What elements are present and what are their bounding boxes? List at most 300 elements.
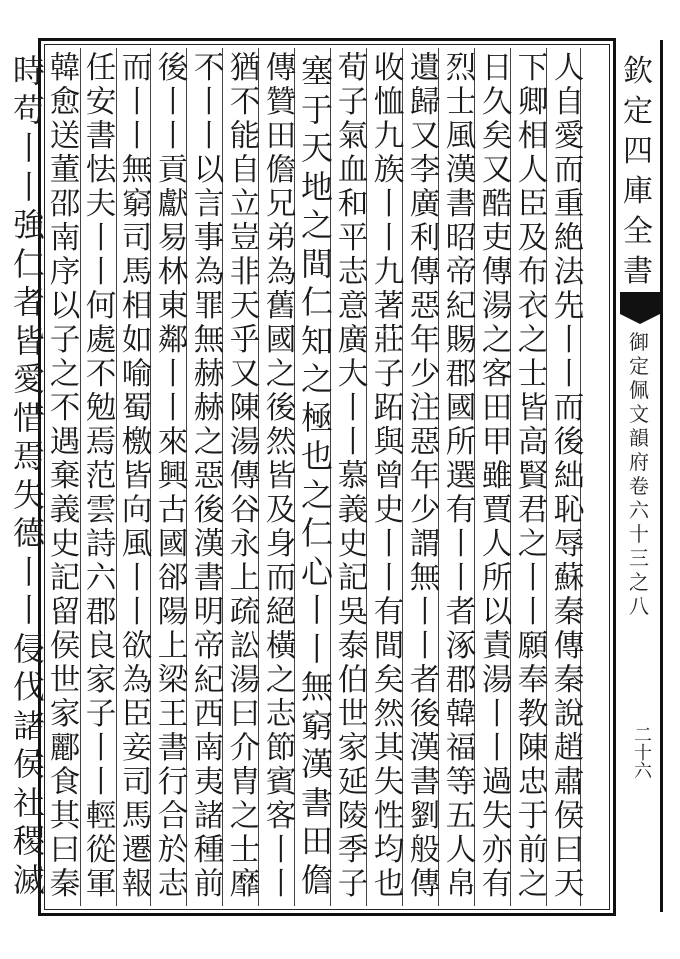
page-edge bbox=[660, 40, 663, 912]
text-char: 涿 bbox=[445, 629, 477, 664]
text-char: 檄 bbox=[121, 425, 153, 460]
text-char: 般 bbox=[409, 833, 441, 868]
repeat-mark: 丨 bbox=[157, 391, 189, 426]
text-char: 愛 bbox=[553, 119, 585, 154]
text-char: 又 bbox=[481, 153, 513, 188]
text-char: 其 bbox=[373, 731, 405, 766]
text-char: 平 bbox=[337, 221, 369, 256]
text-char: 漢 bbox=[445, 153, 477, 188]
text-char: 任 bbox=[85, 51, 117, 86]
text-char: 何 bbox=[85, 289, 117, 324]
text-char: 弟 bbox=[265, 221, 297, 256]
text-char: 天 bbox=[553, 867, 585, 902]
volume-heading bbox=[622, 330, 656, 618]
text-char: 以 bbox=[481, 595, 513, 630]
text-char: 傳 bbox=[481, 255, 513, 290]
text-char: 南 bbox=[193, 731, 225, 766]
repeat-mark: 丨 bbox=[409, 629, 441, 664]
text-char: 志 bbox=[337, 255, 369, 290]
text-char: 意 bbox=[337, 289, 369, 324]
text-char: 之 bbox=[481, 323, 513, 358]
text-char: 前 bbox=[517, 833, 549, 868]
text-char: 為 bbox=[193, 255, 225, 290]
text-char: 子 bbox=[373, 357, 405, 392]
text-char: 而 bbox=[553, 153, 585, 188]
text-char: 于 bbox=[517, 799, 549, 834]
text-char: 書 bbox=[193, 561, 225, 596]
text-char: 間 bbox=[373, 629, 405, 664]
text-char: 窮 bbox=[121, 187, 153, 222]
text-char: 奉 bbox=[517, 663, 549, 698]
text-char: 之 bbox=[265, 663, 297, 698]
text-char: 矣 bbox=[373, 663, 405, 698]
text-char: 言 bbox=[193, 187, 225, 222]
repeat-mark: 丨 bbox=[373, 221, 405, 256]
text-char: 蘇 bbox=[553, 561, 585, 596]
text-char: 李 bbox=[409, 153, 441, 188]
text-char: 九 bbox=[373, 119, 405, 154]
text-char: 古 bbox=[157, 493, 189, 528]
text-char: 帝 bbox=[193, 629, 225, 664]
text-char: 行 bbox=[157, 765, 189, 800]
text-char: 賜 bbox=[445, 323, 477, 358]
text-char: 氣 bbox=[337, 119, 369, 154]
text-char: 于 bbox=[300, 90, 333, 129]
text-char: 有 bbox=[373, 595, 405, 630]
repeat-mark: 丨 bbox=[193, 85, 225, 120]
text-char: 身 bbox=[265, 527, 297, 562]
text-char: 序 bbox=[49, 255, 81, 290]
text-char: 失 bbox=[373, 765, 405, 800]
text-char: 年 bbox=[409, 459, 441, 494]
text-char: 棄 bbox=[49, 459, 81, 494]
text-char: 良 bbox=[85, 629, 117, 664]
volume-char: 佩 bbox=[629, 378, 649, 402]
volume-char: 御 bbox=[629, 330, 649, 354]
title-char: 全 bbox=[623, 214, 653, 249]
text-char: 德 bbox=[12, 514, 45, 552]
text-char: 其 bbox=[49, 799, 81, 834]
text-char: 易 bbox=[157, 221, 189, 256]
repeat-mark: 丨 bbox=[373, 187, 405, 222]
text-char: 者 bbox=[409, 663, 441, 698]
text-char: 西 bbox=[193, 697, 225, 732]
text-char: 湯 bbox=[229, 425, 261, 460]
text-char: 食 bbox=[49, 765, 81, 800]
text-char: 廣 bbox=[409, 187, 441, 222]
text-char: 侯 bbox=[49, 629, 81, 664]
text-char: 無 bbox=[121, 153, 153, 188]
text-char: 跖 bbox=[373, 391, 405, 426]
repeat-mark: 丨 bbox=[121, 85, 153, 120]
text-column bbox=[226, 52, 264, 902]
text-char: 塞 bbox=[300, 52, 333, 90]
text-char: 安 bbox=[85, 85, 117, 120]
text-char: 無 bbox=[193, 323, 225, 358]
repeat-mark: 丨 bbox=[121, 561, 153, 596]
text-char: 辱 bbox=[553, 527, 585, 562]
text-char: 等 bbox=[445, 765, 477, 800]
text-char: 人 bbox=[517, 153, 549, 188]
text-char: 世 bbox=[49, 663, 81, 698]
text-char: 侯 bbox=[553, 799, 585, 834]
text-char: 秦 bbox=[553, 663, 585, 698]
text-char: 客 bbox=[265, 799, 297, 834]
text-char: 失 bbox=[481, 799, 513, 834]
repeat-mark: 丨 bbox=[12, 167, 45, 206]
text-char: 五 bbox=[445, 799, 477, 834]
text-char: 相 bbox=[121, 289, 153, 324]
volume-char: 府 bbox=[629, 450, 649, 474]
text-char: 國 bbox=[157, 527, 189, 562]
text-char: 時 bbox=[12, 52, 45, 90]
text-char: 六 bbox=[85, 561, 117, 596]
text-char: 馬 bbox=[121, 255, 153, 290]
text-char: 節 bbox=[265, 731, 297, 766]
volume-char: 定 bbox=[629, 354, 649, 378]
text-char: 子 bbox=[337, 85, 369, 120]
text-char: 郤 bbox=[157, 561, 189, 596]
text-char: 軍 bbox=[85, 867, 117, 902]
text-char: 賈 bbox=[481, 493, 513, 528]
text-char: 史 bbox=[373, 493, 405, 528]
text-char: 秦 bbox=[49, 867, 81, 902]
text-char: 湯 bbox=[229, 663, 261, 698]
text-char: 湯 bbox=[481, 289, 513, 324]
text-char: 諸 bbox=[193, 799, 225, 834]
text-char: 烈 bbox=[445, 51, 477, 86]
volume-char: 之 bbox=[629, 570, 649, 594]
text-char: 惜 bbox=[12, 398, 45, 437]
text-char: 陽 bbox=[157, 595, 189, 630]
text-char: 又 bbox=[229, 357, 261, 392]
text-char: 田 bbox=[265, 119, 297, 154]
text-char: 靡 bbox=[229, 867, 261, 902]
text-char: 稷 bbox=[12, 822, 45, 860]
repeat-mark: 丨 bbox=[12, 129, 45, 167]
text-char: 九 bbox=[373, 255, 405, 290]
text-column bbox=[442, 52, 480, 902]
text-char: 矣 bbox=[481, 119, 513, 154]
book-title bbox=[618, 52, 658, 292]
text-char: 酷 bbox=[481, 187, 513, 222]
text-char: 不 bbox=[229, 85, 261, 120]
repeat-mark: 丨 bbox=[12, 552, 45, 591]
text-char: 事 bbox=[193, 221, 225, 256]
text-char: 不 bbox=[193, 51, 225, 86]
text-char: 失 bbox=[12, 475, 45, 514]
text-char: 谷 bbox=[229, 493, 261, 528]
text-char: 猶 bbox=[229, 51, 261, 86]
text-char: 苟 bbox=[12, 90, 45, 129]
title-char: 欽 bbox=[623, 54, 653, 89]
text-char: 無 bbox=[409, 561, 441, 596]
repeat-mark: 丨 bbox=[85, 731, 117, 766]
text-char: 從 bbox=[85, 833, 117, 868]
repeat-mark: 丨 bbox=[445, 527, 477, 562]
text-char: 國 bbox=[265, 323, 297, 358]
volume-char: 三 bbox=[629, 546, 649, 570]
text-char: 家 bbox=[337, 731, 369, 766]
text-char: 伯 bbox=[337, 663, 369, 698]
text-char: 亦 bbox=[481, 833, 513, 868]
repeat-mark: 丨 bbox=[85, 765, 117, 800]
text-char: 紀 bbox=[193, 663, 225, 698]
text-char: 前 bbox=[193, 867, 225, 902]
text-char: 福 bbox=[445, 731, 477, 766]
text-column bbox=[262, 52, 300, 902]
text-char: 均 bbox=[373, 833, 405, 868]
text-column bbox=[334, 52, 372, 902]
text-char: 明 bbox=[193, 595, 225, 630]
text-char: 地 bbox=[300, 167, 333, 206]
repeat-mark: 丨 bbox=[157, 357, 189, 392]
text-char: 傳 bbox=[229, 459, 261, 494]
text-char: 也 bbox=[373, 867, 405, 902]
text-char: 教 bbox=[517, 697, 549, 732]
text-char: 東 bbox=[157, 289, 189, 324]
text-char: 卿 bbox=[517, 85, 549, 120]
text-char: 人 bbox=[445, 833, 477, 868]
text-char: 書 bbox=[300, 783, 333, 822]
text-char: 吏 bbox=[481, 221, 513, 256]
text-char: 怯 bbox=[85, 153, 117, 188]
text-char: 子 bbox=[337, 867, 369, 902]
text-char: 儋 bbox=[300, 860, 333, 899]
text-char: 郡 bbox=[85, 595, 117, 630]
repeat-mark: 丨 bbox=[265, 833, 297, 868]
text-char: 及 bbox=[517, 221, 549, 256]
text-char: 絕 bbox=[265, 595, 297, 630]
text-column bbox=[370, 52, 408, 902]
text-char: 漢 bbox=[409, 731, 441, 766]
text-char: 橫 bbox=[265, 629, 297, 664]
text-char: 日 bbox=[481, 51, 513, 86]
text-char: 史 bbox=[49, 527, 81, 562]
text-char: 心 bbox=[300, 552, 333, 591]
text-char: 漢 bbox=[300, 745, 333, 783]
text-char: 族 bbox=[373, 153, 405, 188]
text-char: 選 bbox=[445, 459, 477, 494]
text-char: 後 bbox=[409, 697, 441, 732]
text-char: 皆 bbox=[121, 459, 153, 494]
text-char: 臣 bbox=[517, 187, 549, 222]
text-char: 韓 bbox=[445, 697, 477, 732]
text-char: 志 bbox=[157, 867, 189, 902]
text-char: 惡 bbox=[193, 459, 225, 494]
text-char: 重 bbox=[553, 187, 585, 222]
text-char: 赫 bbox=[193, 357, 225, 392]
repeat-mark: 丨 bbox=[157, 85, 189, 120]
text-char: 立 bbox=[229, 187, 261, 222]
text-char: 極 bbox=[300, 398, 333, 437]
repeat-mark: 丨 bbox=[85, 255, 117, 290]
text-char: 貢 bbox=[157, 153, 189, 188]
text-char: 自 bbox=[229, 153, 261, 188]
text-char: 之 bbox=[193, 425, 225, 460]
text-char: 士 bbox=[517, 357, 549, 392]
text-char: 帛 bbox=[445, 867, 477, 902]
text-char: 焉 bbox=[12, 437, 45, 475]
text-char: 興 bbox=[157, 459, 189, 494]
text-char: 謂 bbox=[409, 527, 441, 562]
text-char: 所 bbox=[445, 425, 477, 460]
repeat-mark: 丨 bbox=[517, 595, 549, 630]
text-char: 延 bbox=[337, 765, 369, 800]
text-char: 王 bbox=[157, 697, 189, 732]
repeat-mark: 丨 bbox=[265, 867, 297, 902]
text-char: 勉 bbox=[85, 391, 117, 426]
text-char: 劉 bbox=[409, 799, 441, 834]
text-char: 曰 bbox=[229, 697, 261, 732]
text-char: 少 bbox=[409, 357, 441, 392]
text-char: 傳 bbox=[409, 255, 441, 290]
text-char: 泰 bbox=[337, 629, 369, 664]
text-char: 不 bbox=[85, 357, 117, 392]
text-column bbox=[82, 52, 120, 902]
text-char: 惡 bbox=[409, 425, 441, 460]
text-char: 者 bbox=[12, 283, 45, 321]
text-char: 以 bbox=[193, 153, 225, 188]
text-column bbox=[298, 52, 336, 902]
text-char: 志 bbox=[265, 697, 297, 732]
text-char: 昭 bbox=[445, 221, 477, 256]
text-column bbox=[514, 52, 552, 902]
text-char: 遺 bbox=[409, 51, 441, 86]
volume-char: 八 bbox=[629, 594, 649, 618]
text-char: 仁 bbox=[12, 244, 45, 283]
text-char: 賢 bbox=[517, 459, 549, 494]
text-char: 歸 bbox=[409, 85, 441, 120]
text-column bbox=[46, 52, 84, 902]
text-char: 輕 bbox=[85, 799, 117, 834]
text-char: 責 bbox=[481, 629, 513, 664]
text-char: 恤 bbox=[373, 85, 405, 120]
repeat-mark: 丨 bbox=[85, 221, 117, 256]
text-char: 林 bbox=[157, 255, 189, 290]
text-char: 漢 bbox=[193, 527, 225, 562]
text-char: 送 bbox=[49, 119, 81, 154]
text-char: 留 bbox=[49, 595, 81, 630]
repeat-mark: 丨 bbox=[373, 527, 405, 562]
text-char: 侵 bbox=[12, 629, 45, 668]
text-char: 慕 bbox=[337, 459, 369, 494]
text-char: 絀 bbox=[553, 459, 585, 494]
text-char: 紀 bbox=[445, 289, 477, 324]
text-char: 郡 bbox=[445, 357, 477, 392]
text-char: 自 bbox=[553, 85, 585, 120]
text-char: 乎 bbox=[229, 323, 261, 358]
text-char: 士 bbox=[445, 85, 477, 120]
text-char: 後 bbox=[553, 425, 585, 460]
text-char: 愈 bbox=[49, 85, 81, 120]
text-char: 惡 bbox=[409, 289, 441, 324]
text-char: 風 bbox=[121, 527, 153, 562]
text-char: 贊 bbox=[265, 85, 297, 120]
volume-char: 文 bbox=[629, 402, 649, 426]
text-char: 滅 bbox=[12, 860, 45, 899]
text-char: 為 bbox=[121, 663, 153, 698]
volume-char: 十 bbox=[629, 522, 649, 546]
text-char: 曰 bbox=[49, 833, 81, 868]
text-char: 而 bbox=[553, 391, 585, 426]
text-char: 血 bbox=[337, 153, 369, 188]
text-char: 疏 bbox=[229, 595, 261, 630]
text-column bbox=[154, 52, 192, 902]
text-char: 非 bbox=[229, 255, 261, 290]
text-char: 之 bbox=[300, 360, 333, 398]
text-char: 妾 bbox=[121, 731, 153, 766]
repeat-mark: 丨 bbox=[157, 119, 189, 154]
text-char: 鄰 bbox=[157, 323, 189, 358]
text-char: 范 bbox=[85, 459, 117, 494]
text-char: 願 bbox=[517, 629, 549, 664]
text-char: 天 bbox=[300, 129, 333, 167]
text-char: 恥 bbox=[553, 493, 585, 528]
text-char: 喻 bbox=[121, 357, 153, 392]
repeat-mark: 丨 bbox=[300, 591, 333, 629]
text-char: 天 bbox=[229, 289, 261, 324]
text-char: 傳 bbox=[553, 629, 585, 664]
text-char: 之 bbox=[517, 323, 549, 358]
text-char: 所 bbox=[481, 561, 513, 596]
text-column bbox=[118, 52, 156, 902]
text-char: 處 bbox=[85, 323, 117, 358]
text-char: 如 bbox=[121, 323, 153, 358]
text-char: 秦 bbox=[553, 595, 585, 630]
text-char: 豈 bbox=[229, 221, 261, 256]
text-char: 遷 bbox=[121, 833, 153, 868]
repeat-mark: 丨 bbox=[373, 561, 405, 596]
text-char: 書 bbox=[157, 731, 189, 766]
text-char: 荀 bbox=[337, 51, 369, 86]
text-char: 曾 bbox=[373, 459, 405, 494]
text-char: 之 bbox=[49, 357, 81, 392]
text-char: 家 bbox=[85, 663, 117, 698]
text-char: 趙 bbox=[553, 731, 585, 766]
repeat-mark: 丨 bbox=[553, 357, 585, 392]
text-char: 夷 bbox=[193, 765, 225, 800]
text-char: 蜀 bbox=[121, 391, 153, 426]
text-char: 來 bbox=[157, 425, 189, 460]
text-char: 士 bbox=[229, 833, 261, 868]
text-char: 過 bbox=[481, 765, 513, 800]
text-char: 子 bbox=[49, 323, 81, 358]
repeat-mark: 丨 bbox=[409, 595, 441, 630]
repeat-mark: 丨 bbox=[481, 697, 513, 732]
text-char: 然 bbox=[373, 697, 405, 732]
text-char: 年 bbox=[409, 323, 441, 358]
text-char: 君 bbox=[517, 493, 549, 528]
text-char: 皆 bbox=[12, 321, 45, 360]
text-char: 赫 bbox=[193, 391, 225, 426]
text-char: 司 bbox=[121, 221, 153, 256]
fish-tail-mark bbox=[620, 292, 660, 314]
text-char: 董 bbox=[49, 153, 81, 188]
text-column bbox=[190, 52, 228, 902]
text-char: 書 bbox=[445, 187, 477, 222]
repeat-mark: 丨 bbox=[121, 595, 153, 630]
text-char: 吳 bbox=[337, 595, 369, 630]
text-char: 莊 bbox=[373, 323, 405, 358]
text-char: 窮 bbox=[300, 706, 333, 745]
text-char: 罪 bbox=[193, 289, 225, 324]
text-char: 以 bbox=[49, 289, 81, 324]
text-char: 間 bbox=[300, 244, 333, 283]
text-char: 法 bbox=[553, 255, 585, 290]
text-char: 肅 bbox=[553, 765, 585, 800]
text-char: 於 bbox=[157, 833, 189, 868]
